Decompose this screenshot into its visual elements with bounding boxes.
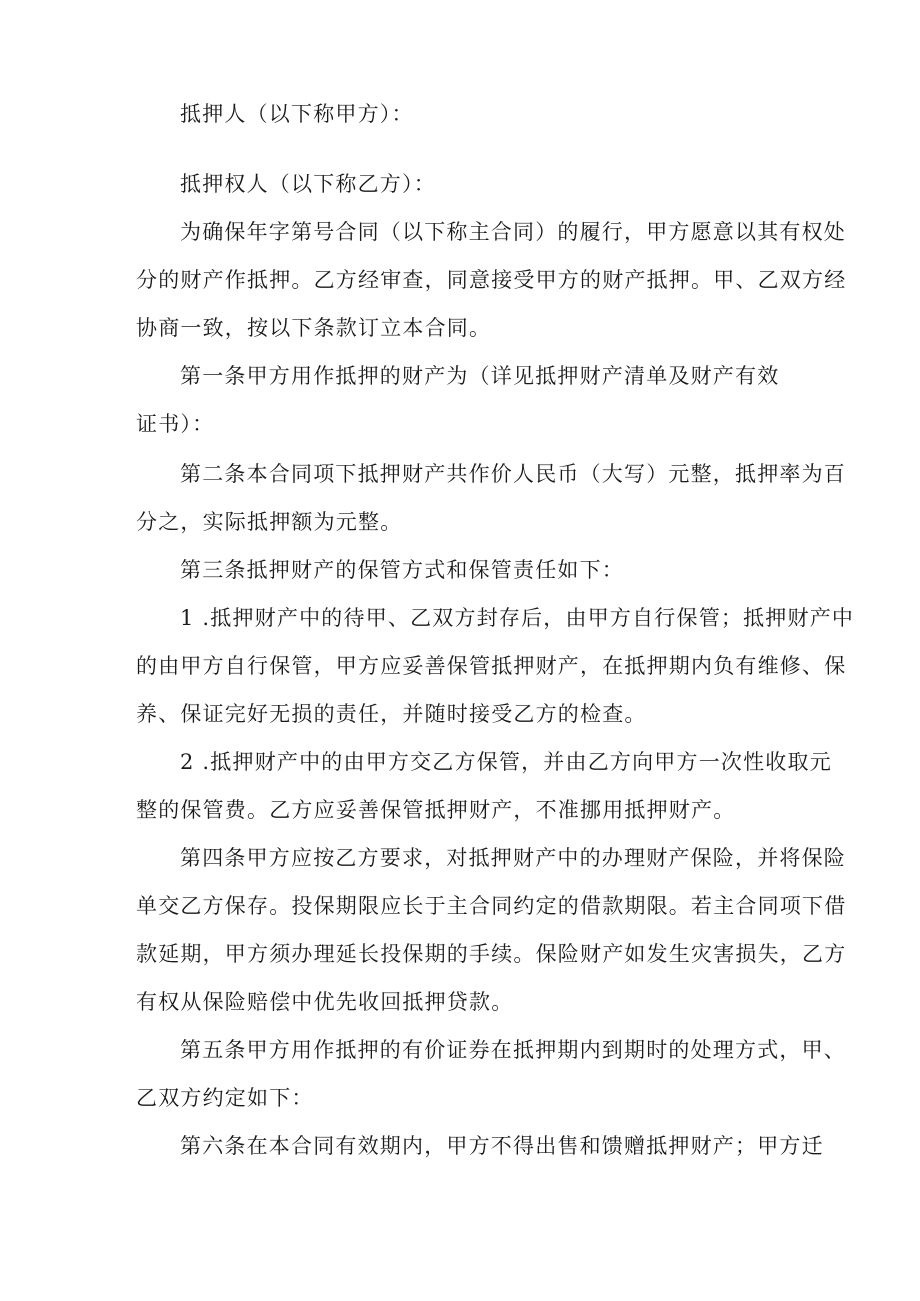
clause-1-line-2: 的由甲方自行保管，甲方应妥善保管抵押财产，在抵押期内负有维修、保 bbox=[136, 654, 847, 678]
article-4-line-3: 款延期，甲方须办理延长投保期的手续。保险财产如发生灾害损失，乙方 bbox=[136, 942, 847, 966]
preamble-line-3: 协商一致，按以下条款订立本合同。 bbox=[136, 316, 492, 340]
article-6-line-1: 第六条在本合同有效期内，甲方不得出售和馈赠抵押财产；甲方迁 bbox=[180, 1134, 824, 1158]
article-1-line-2: 证书）： bbox=[136, 412, 215, 436]
article-4-line-4: 有权从保险赔偿中优先收回抵押贷款。 bbox=[136, 990, 514, 1014]
preamble-line-2: 分的财产作抵押。乙方经审查，同意接受甲方的财产抵押。甲、乙双方经 bbox=[136, 268, 847, 292]
article-4-line-2: 单交乙方保存。投保期限应长于主合同约定的借款期限。若主合同项下借 bbox=[136, 894, 847, 918]
party-b-line: 抵押权人（以下称乙方）： bbox=[180, 172, 436, 196]
article-4-line-1: 第四条甲方应按乙方要求，对抵押财产中的办理财产保险，并将保险 bbox=[180, 846, 846, 870]
article-2-line-2: 分之，实际抵押额为元整。 bbox=[136, 510, 403, 534]
party-a-line: 抵押人（以下称甲方）： bbox=[180, 102, 414, 126]
clause-2-line-1: 2 .抵押财产中的由甲方交乙方保管，并由乙方向甲方一次性收取元 bbox=[180, 750, 832, 774]
article-5-line-1: 第五条甲方用作抵押的有价证券在抵押期内到期时的处理方式，甲、 bbox=[180, 1038, 846, 1062]
preamble-line-1: 为确保年字第号合同（以下称主合同）的履行，甲方愿意以其有权处 bbox=[180, 220, 846, 244]
article-1-line-1: 第一条甲方用作抵押的财产为（详见抵押财产清单及财产有效 bbox=[180, 364, 780, 388]
article-2-line-1: 第二条本合同项下抵押财产共作价人民币（大写）元整，抵押率为百 bbox=[180, 462, 846, 486]
clause-2-line-2: 整的保管费。乙方应妥善保管抵押财产，不准挪用抵押财产。 bbox=[136, 798, 736, 822]
clause-1-line-3: 养、保证完好无损的责任，并随时接受乙方的检查。 bbox=[136, 702, 647, 726]
clause-1-line-1: 1 .抵押财产中的待甲、乙双方封存后，由甲方自行保管；抵押财产中 bbox=[180, 606, 855, 630]
article-3-heading: 第三条抵押财产的保管方式和保管责任如下： bbox=[180, 558, 624, 582]
article-5-line-2: 乙双方约定如下： bbox=[136, 1086, 314, 1110]
